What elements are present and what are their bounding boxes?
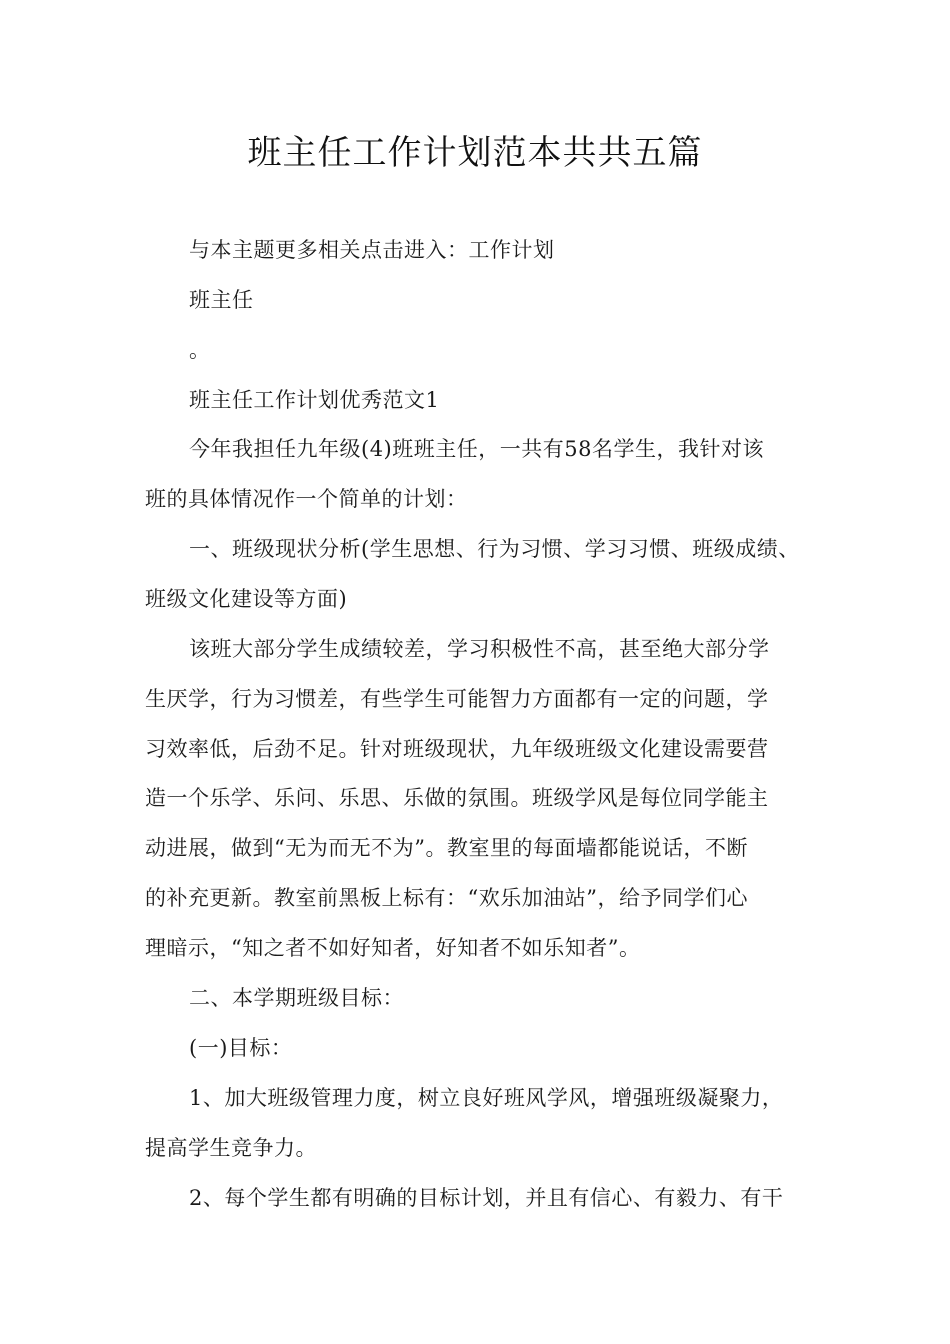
paragraph-line: 生厌学，行为习惯差，有些学生可能智力方面都有一定的问题，学 [145,687,769,711]
document-title: 班主任工作计划范本共共五篇 [247,133,703,173]
paragraph-line: 班的具体情况作一个简单的计划： [145,487,468,511]
paragraph-line: 一、班级现状分析(学生思想、行为习惯、学习习惯、班级成绩、 [189,537,800,561]
section-heading: 班主任工作计划优秀范文1 [189,388,440,412]
related-topic-line: 与本主题更多相关点击进入：工作计划 [189,238,555,262]
paragraph-line: 习效率低，后劲不足。针对班级现状，九年级班级文化建设需要营 [145,737,769,761]
paragraph-line: 。 [189,338,211,362]
paragraph-line: 该班大部分学生成绩较差，学习积极性不高，甚至绝大部分学 [189,637,770,661]
paragraph-line: 2、每个学生都有明确的目标计划，并且有信心、有毅力、有干 [189,1186,784,1210]
paragraph-line: 1、加大班级管理力度，树立良好班风学风，增强班级凝聚力， [189,1086,784,1110]
paragraph-line: 班主任 [189,288,254,312]
paragraph-line: 今年我担任九年级(4)班班主任，一共有58名学生，我针对该 [189,437,764,461]
paragraph-line: 提高学生竞争力。 [145,1136,317,1160]
paragraph-line: 二、本学期班级目标： [189,986,404,1010]
paragraph-line: (一)目标： [189,1036,293,1060]
paragraph-line: 造一个乐学、乐问、乐思、乐做的氛围。班级学风是每位同学能主 [145,786,769,810]
paragraph-line: 班级文化建设等方面) [145,587,348,611]
paragraph-line: 理暗示，“知之者不如好知者，好知者不如乐知者”。 [145,936,641,960]
paragraph-line: 动进展，做到“无为而无不为”。教室里的每面墙都能说话，不断 [145,836,748,860]
paragraph-line: 的补充更新。教室前黑板上标有：“欢乐加油站”，给予同学们心 [145,886,748,910]
